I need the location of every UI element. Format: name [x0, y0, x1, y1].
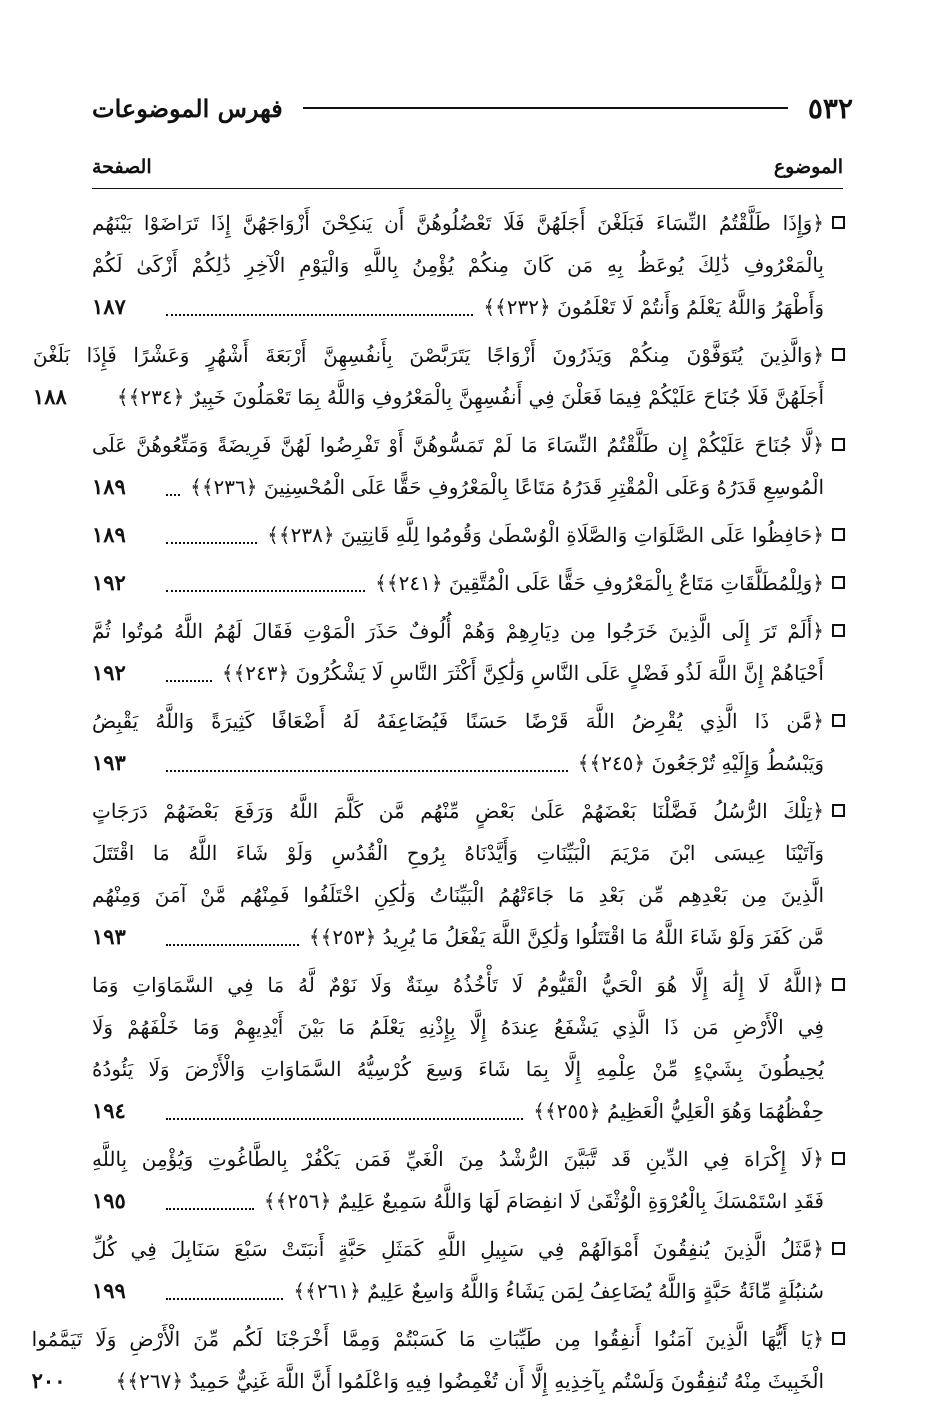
- entry-body: [92, 1228, 824, 1312]
- verse-line: ﴿لَّا جُنَاحَ عَلَيْكُمْ إِن طَلَّقْتُمُ النِّسَاءَ مَا لَمْ تَمَسُّوهُنَّ أَوْ تَفْرِضُوا لَهُنَّ فَرِيضَةً وَمَتِّعُوهُنَّ عَلَى: [92, 433, 824, 457]
- entry-page-number: ١٩٣: [92, 924, 126, 949]
- index-entry: [31, 1318, 845, 1402]
- index-entry: [92, 700, 845, 784]
- verse-line: [92, 916, 824, 958]
- index-entry: [92, 610, 845, 694]
- verse-line: [92, 562, 824, 604]
- dot-leader: [166, 1298, 283, 1300]
- entry-page-number: ١٨٨: [32, 384, 67, 409]
- verse-line: [92, 1090, 824, 1132]
- verse-line-text: أَجَلَهُنَّ فَلَا جُنَاحَ عَلَيْكُمْ فِيمَا فَعَلْنَ فِي أَنفُسِهِنَّ بِالْمَعْرُوفِ وَاللَّهُ بِمَا تَعْمَلُونَ خَبِيرٌ ﴿٢٣٤﴾﴾: [116, 385, 824, 409]
- verse-line: ﴿مَّثَلُ الَّذِينَ يُنفِقُونَ أَمْوَالَهُمْ فِي سَبِيلِ اللَّهِ كَمَثَلِ حَبَّةٍ أَنبَتَتْ سَبْعَ سَنَابِلَ فِي كُلِّ: [92, 1237, 824, 1261]
- checkbox-square-icon: [832, 1242, 845, 1255]
- entry-page-number: ١٩٢: [92, 660, 126, 685]
- verse-line-text: وَأَطْهَرُ وَاللَّهُ يَعْلَمُ وَأَنتُمْ لَا تَعْلَمُونَ ﴿٢٣٢﴾﴾: [483, 295, 824, 319]
- checkbox-square-icon: [832, 624, 845, 637]
- entry-body: [92, 514, 824, 556]
- dot-leader: [166, 770, 568, 772]
- page-column-label: الصفحة: [92, 156, 152, 178]
- index-entry: [92, 202, 845, 328]
- verse-line: يُحِيطُونَ بِشَيْءٍ مِّنْ عِلْمِهِ إِلَّا بِمَا شَاءَ وَسِعَ كُرْسِيُّهُ السَّمَاوَاتِ وَالْأَرْضَ وَلَا يَئُودُهُ: [92, 1057, 824, 1081]
- checkbox-square-icon: [832, 348, 845, 361]
- checkbox-square-icon: [832, 1332, 845, 1345]
- dot-leader: [166, 680, 212, 682]
- verse-line: فِي الْأَرْضِ مَن ذَا الَّذِي يَشْفَعُ عِندَهُ إِلَّا بِإِذْنِهِ يَعْلَمُ مَا بَيْنَ أَيْدِيهِمْ وَمَا خَلْفَهُمْ وَلَا: [92, 1015, 824, 1039]
- verse-line-text: فَقَدِ اسْتَمْسَكَ بِالْعُرْوَةِ الْوُثْقَىٰ لَا انفِصَامَ لَهَا وَاللَّهُ سَمِيعٌ عَلِيمٌ ﴿٢٥٦﴾﴾: [263, 1189, 824, 1213]
- column-header-rule: [92, 188, 843, 189]
- index-entry: [92, 514, 845, 556]
- entry-body: [32, 1318, 824, 1402]
- verse-line: [92, 514, 824, 556]
- verse-line: [92, 1180, 824, 1222]
- verse-line: [92, 286, 824, 328]
- running-header: [92, 88, 853, 128]
- verse-line-text: ﴿حَافِظُوا عَلَى الصَّلَوَاتِ وَالصَّلَاةِ الْوُسْطَىٰ وَقُومُوا لِلَّهِ قَانِتِينَ ﴿٢٣٨﴾﴾: [267, 523, 824, 547]
- entry-page-number: ١٩٩: [92, 1278, 126, 1303]
- dot-leader: [166, 590, 365, 592]
- index-entry: [92, 790, 845, 958]
- dot-leader: [166, 314, 473, 316]
- entry-body: [92, 424, 824, 508]
- dot-leader: [166, 542, 257, 544]
- entry-page-number: ١٩٢: [92, 570, 126, 595]
- verse-line: [92, 742, 824, 784]
- verse-line-text: وَيَبْسُطُ وَإِلَيْهِ تُرْجَعُونَ ﴿٢٤٥﴾﴾: [577, 751, 824, 775]
- verse-line: [33, 376, 824, 418]
- entry-page-number: ١٩٣: [92, 750, 126, 775]
- verse-line-text: أَحْيَاهُمْ إِنَّ اللَّهَ لَذُو فَضْلٍ عَلَى النَّاسِ وَلَٰكِنَّ أَكْثَرَ النَّاسِ لَا يَشْكُرُونَ ﴿٢٤٣﴾﴾: [221, 661, 824, 685]
- entry-body: [92, 610, 824, 694]
- checkbox-square-icon: [832, 978, 845, 991]
- dot-leader: [166, 494, 180, 496]
- entry-body: [92, 700, 824, 784]
- page-number: ٥٣٢: [807, 91, 853, 125]
- index-entry: [92, 1228, 845, 1312]
- verse-line: ﴿تِلْكَ الرُّسُلُ فَضَّلْنَا بَعْضَهُمْ عَلَىٰ بَعْضٍ مِّنْهُم مَّن كَلَّمَ اللَّهُ وَرَفَعَ بَعْضَهُمْ دَرَجَاتٍ: [92, 799, 824, 823]
- index-entry: [92, 1138, 845, 1222]
- index-entry: [92, 562, 845, 604]
- verse-line-text: حِفْظُهُمَا وَهُوَ الْعَلِيُّ الْعَظِيمُ ﴿٢٥٥﴾﴾: [533, 1099, 824, 1123]
- verse-line-text: مَّن كَفَرَ وَلَوْ شَاءَ اللَّهُ مَا اقْتَتَلُوا وَلَٰكِنَّ اللَّهَ يَفْعَلُ مَا يُرِيدُ ﴿٢٥٣﴾﴾: [308, 925, 824, 949]
- verse-line: ﴿لَا إِكْرَاهَ فِي الدِّينِ قَد تَّبَيَّنَ الرُّشْدُ مِنَ الْغَيِّ فَمَن يَكْفُرْ بِالطَّاغُوتِ وَيُؤْمِن بِاللَّهِ: [92, 1147, 824, 1171]
- verse-line-text: الْمُوسِعِ قَدَرُهُ وَعَلَى الْمُقْتِرِ قَدَرُهُ مَتَاعًا بِالْمَعْرُوفِ حَقًّا عَلَى الْمُحْسِنِينَ ﴿٢٣٦﴾﴾: [190, 475, 824, 499]
- entry-page-number: ١٨٩: [92, 522, 126, 547]
- column-headers: [92, 152, 843, 182]
- index-entries: [31, 202, 845, 1408]
- entry-page-number: ١٨٩: [92, 474, 126, 499]
- dot-leader: [166, 944, 299, 946]
- entry-body: [92, 1138, 824, 1222]
- entry-page-number: ١٩٥: [92, 1188, 126, 1213]
- verse-line: [92, 652, 824, 694]
- topic-column-label: الموضوع: [773, 156, 843, 178]
- verse-line-text: سُنبُلَةٍ مِّائَةُ حَبَّةٍ وَاللَّهُ يُضَاعِفُ لِمَن يَشَاءُ وَاللَّهُ وَاسِعٌ عَلِيمٌ ﴿٢٦١﴾﴾: [293, 1279, 824, 1303]
- checkbox-square-icon: [832, 714, 845, 727]
- verse-line: الَّذِينَ مِن بَعْدِهِم مِّن بَعْدِ مَا جَاءَتْهُمُ الْبَيِّنَاتُ وَلَٰكِنِ اخْتَلَفُوا فَمِنْهُم مَّنْ آمَنَ وَمِنْهُم: [92, 883, 824, 907]
- verse-line: وَآتَيْنَا عِيسَى ابْنَ مَرْيَمَ الْبَيِّنَاتِ وَأَيَّدْنَاهُ بِرُوحِ الْقُدُسِ وَلَوْ شَاءَ اللَّهُ مَا اقْتَتَلَ: [92, 841, 824, 865]
- entry-body: [92, 964, 824, 1132]
- entry-body: [92, 202, 824, 328]
- header-rule: [303, 107, 788, 109]
- index-entry: [92, 424, 845, 508]
- checkbox-square-icon: [832, 438, 845, 451]
- verse-line-text: الْخَبِيثَ مِنْهُ تُنفِقُونَ وَلَسْتُم بِآخِذِيهِ إِلَّا أَن تُغْمِضُوا فِيهِ وَاعْلَمُوا أَنَّ اللَّهَ غَنِيٌّ حَمِيدٌ ﴿٢٦٧﴾﴾: [115, 1369, 824, 1393]
- checkbox-square-icon: [832, 576, 845, 589]
- checkbox-square-icon: [832, 528, 845, 541]
- checkbox-square-icon: [832, 216, 845, 229]
- verse-line: [32, 1360, 824, 1402]
- verse-line: ﴿وَإِذَا طَلَّقْتُمُ النِّسَاءَ فَبَلَغْنَ أَجَلَهُنَّ فَلَا تَعْضُلُوهُنَّ أَن يَنكِحْنَ أَزْوَاجَهُنَّ إِذَا تَرَاضَوْا بَيْنَهُم: [92, 211, 824, 235]
- index-entry: [92, 964, 845, 1132]
- checkbox-square-icon: [832, 1152, 845, 1165]
- entry-body: [33, 334, 824, 418]
- index-title: فهرس الموضوعات: [92, 93, 283, 123]
- entry-page-number: ١٨٧: [92, 294, 126, 319]
- verse-line: ﴿اللَّهُ لَا إِلَٰهَ إِلَّا هُوَ الْحَيُّ الْقَيُّومُ لَا تَأْخُذُهُ سِنَةٌ وَلَا نَوْمٌ لَّهُ مَا فِي السَّمَاوَاتِ وَمَا: [92, 973, 824, 997]
- entry-body: [92, 562, 824, 604]
- verse-line-text: ﴿وَلِلْمُطَلَّقَاتِ مَتَاعٌ بِالْمَعْرُوفِ حَقًّا عَلَى الْمُتَّقِينَ ﴿٢٤١﴾﴾: [375, 571, 824, 595]
- entry-body: [92, 790, 824, 958]
- dot-leader: [166, 1118, 523, 1120]
- verse-line: ﴿يَا أَيُّهَا الَّذِينَ آمَنُوا أَنفِقُوا مِن طَيِّبَاتِ مَا كَسَبْتُمْ وَمِمَّا أَخْرَجْنَا لَكُم مِّنَ الْأَرْضِ وَلَا تَيَمَّمُوا: [31, 1327, 824, 1351]
- verse-line: ﴿أَلَمْ تَرَ إِلَى الَّذِينَ خَرَجُوا مِن دِيَارِهِمْ وَهُمْ أُلُوفٌ حَذَرَ الْمَوْتِ فَقَالَ لَهُمُ اللَّهُ مُوتُوا ثُمَّ: [92, 619, 824, 643]
- entry-page-number: ٢٠٠: [31, 1368, 66, 1393]
- entry-page-number: ١٩٤: [92, 1098, 126, 1123]
- verse-line: ﴿مَّن ذَا الَّذِي يُقْرِضُ اللَّهَ قَرْضًا حَسَنًا فَيُضَاعِفَهُ لَهُ أَضْعَافًا كَثِيرَةً وَاللَّهُ يَقْبِضُ: [92, 709, 824, 733]
- checkbox-square-icon: [832, 804, 845, 817]
- index-entry: [32, 334, 845, 418]
- verse-line: بِالْمَعْرُوفِ ذَٰلِكَ يُوعَظُ بِهِ مَن كَانَ مِنكُمْ يُؤْمِنُ بِاللَّهِ وَالْيَوْمِ الْآخِرِ ذَٰلِكُمْ أَزْكَىٰ لَكُمْ: [92, 253, 824, 277]
- dot-leader: [166, 1208, 254, 1210]
- verse-line: [92, 1270, 824, 1312]
- verse-line: [92, 466, 824, 508]
- verse-line: ﴿وَالَّذِينَ يُتَوَفَّوْنَ مِنكُمْ وَيَذَرُونَ أَزْوَاجًا يَتَرَبَّصْنَ بِأَنفُسِهِنَّ أَرْبَعَةَ أَشْهُرٍ وَعَشْرًا فَإِذَا بَلَغْنَ: [32, 343, 824, 367]
